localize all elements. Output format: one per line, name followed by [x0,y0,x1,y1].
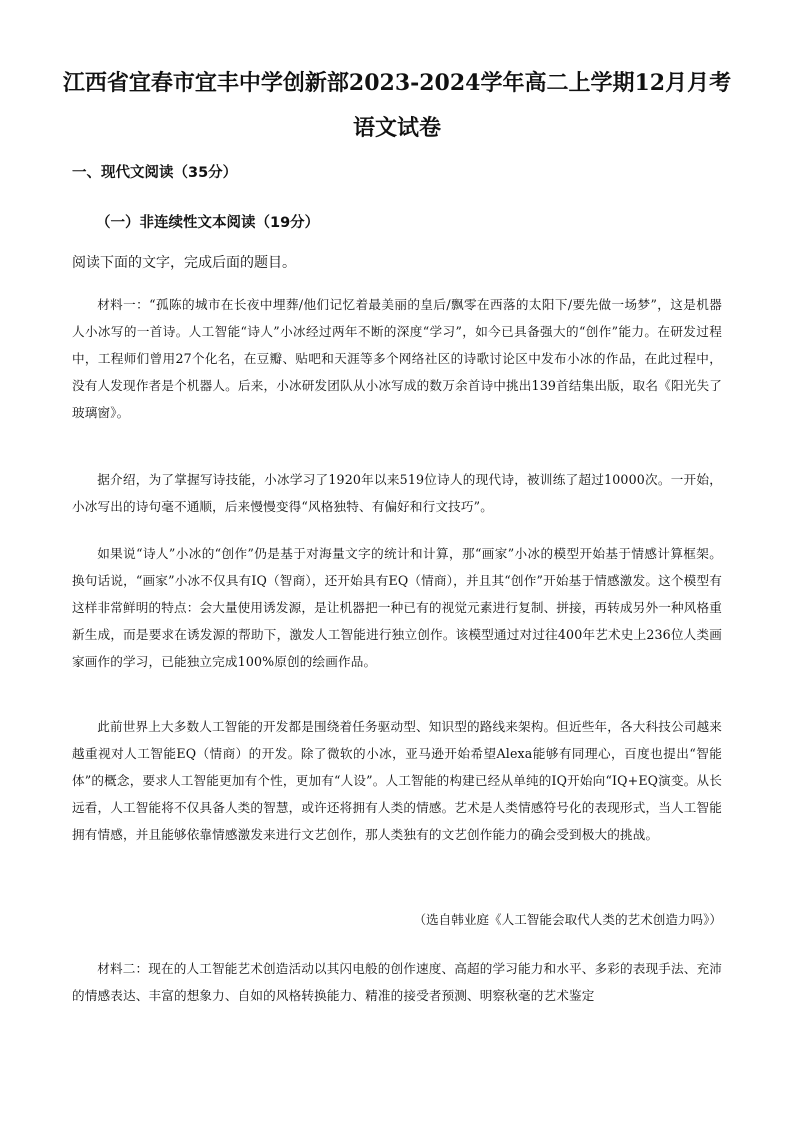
exam-title-line1: 江西省宜春市宜丰中学创新部2023-2024学年高二上学期12月月考 [62,70,732,96]
material-one-paragraph-3: 如果说“诗人”小冰的“创作”仍是基于对海量文字的统计和计算，那“画家”小冰的模型开始基于情感计算框架。换句话说，“画家”小冰不仅具有IQ（智商），还开始具有EQ（情商），并且其“创作”开始基于情感激发。这个模型有这样非常鲜明的特点：会大量使用诱发源，是让机器把一种已有的视觉元素进行复制、拼接，再转成另外一种风格重新生成，而是要求在诱发源的帮助下，激发人工智能进行独立创作。该模型通过对过往400年艺术史上236位人类画家画作的学习，已能独立完成100%原创的绘画作品。 [72,546,722,669]
subsection-heading: （一）非连续性文本阅读（19分） [96,215,320,231]
material-one-paragraph-2: 据介绍，为了掌握写诗技能，小冰学习了1920年以来519位诗人的现代诗，被训练了超过10000次。一开始，小冰写出的诗句毫不通顺，后来慢慢变得“风格独特、有偏好和行文技巧”。 [72,472,722,514]
material-one-paragraph-4: 此前世界上大多数人工智能的开发都是围绕着任务驱动型、知识型的路线来架构。但近些年，各大科技公司越来越重视对人工智能EQ（情商）的开发。除了微软的小冰，亚马逊开始希望Alexa能够有同理心，百度也提出“智能体”的概念，要求人工智能更加有个性，更加有“人设”。人工智能的构建已经从单纯的IQ开始向“IQ+EQ演变。从长远看，人工智能将不仅具备人类的智慧，或许还将拥有人类的情感。艺术是人类情感符号化的表现形式，当人工智能拥有情感，并且能够依靠情感激发来进行文艺创作，那人类独有的文艺创作能力的确会受到极大的挑战。 [72,719,722,842]
material-two-paragraph-1: 材料二：现在的人工智能艺术创造活动以其闪电般的创作速度、高超的学习能力和水平、多彩的表现手法、充沛的情感表达、丰富的想象力、自如的风格转换能力、精准的接受者预测、明察秋毫的艺术鉴定 [72,961,722,1003]
exam-title-line2: 语文试卷 [352,115,441,141]
section-heading: 一、现代文阅读（35分） [72,165,238,181]
source-citation: （选自韩业庭《人工智能会取代人类的艺术创造力吗》） [413,912,722,927]
material-one-paragraph-1: 材料一：“孤陈的城市在长夜中埋葬/他们记忆着最美丽的皇后/飘零在西落的太阳下/要先做一场梦”，这是机器人小冰写的一首诗。人工智能“诗人”小冰经过两年不断的深度“学习”，如今已具备强大的“创作”能力。在研发过程中，工程师们曾用27个化名，在豆瓣、贴吧和天涯等多个网络社区的诗歌讨论区中发布小冰的作品，在此过程中，没有人发现作者是个机器人。后来，小冰研发团队从小冰写成的数万余首诗中挑出139首结集出版，取名《阳光失了玻璃窗》。 [72,297,722,420]
reading-instruction: 阅读下面的文字，完成后面的题目。 [72,255,296,271]
